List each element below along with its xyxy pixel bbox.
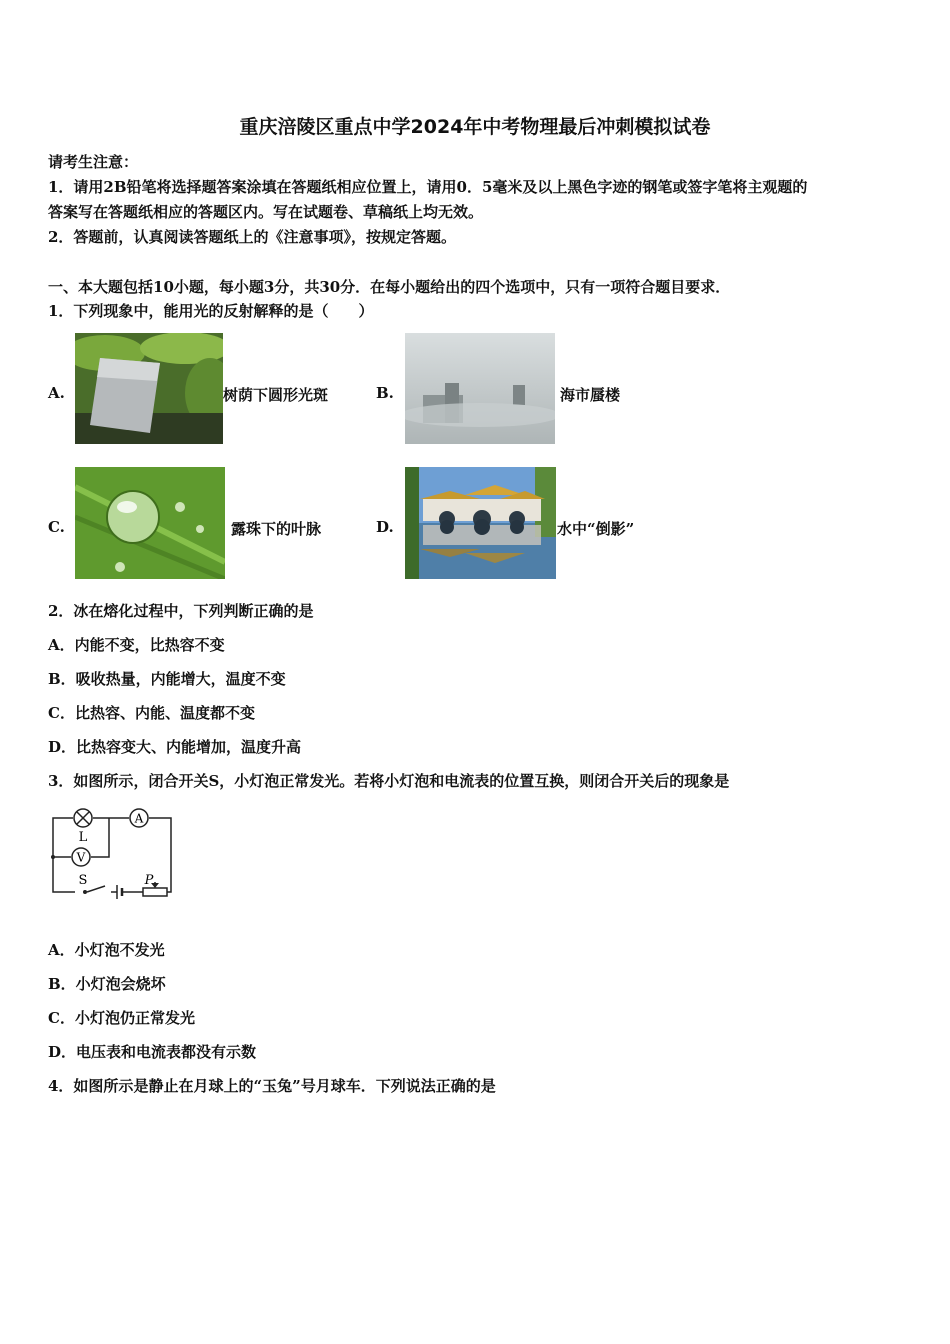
question-2-stem: 2．冰在熔化过程中，下列判断正确的是 <box>48 602 314 620</box>
q1-option-c-caption: 露珠下的叶脉 <box>231 520 322 538</box>
q1-option-b-caption: 海市蜃楼 <box>560 386 621 404</box>
question-4-stem: 4．如图所示是静止在月球上的“玉兔”号月球车．下列说法正确的是 <box>48 1077 496 1095</box>
lamp-label: L <box>78 830 88 845</box>
notice-item-1-line-2: 答案写在答题纸相应的答题区内。写在试题卷、草稿纸上均无效。 <box>48 203 484 221</box>
q1-option-b-letter: B. <box>376 384 394 402</box>
notice-item-1-line-1: 1．请用2B铅笔将选择题答案涂填在答题纸相应位置上，请用0．5毫米及以上黑色字迹的钢笔或签字笔将主观题的 <box>48 178 808 196</box>
rheostat-label: P <box>144 873 154 888</box>
dewdrop-photo <box>75 467 225 579</box>
mirage-photo <box>405 333 555 444</box>
q2-option-a: A．内能不变，比热容不变 <box>48 636 225 654</box>
ammeter-label: A <box>134 811 144 826</box>
q1-option-a-letter: A. <box>48 384 65 402</box>
section-heading: 一、本大题包括10小题，每小题3分，共30分．在每小题给出的四个选项中，只有一项符合题目要求． <box>48 278 731 296</box>
q1-option-a-caption: 树荫下圆形光斑 <box>223 386 329 404</box>
q3-option-c: C．小灯泡仍正常发光 <box>48 1009 195 1027</box>
switch-label: S <box>78 873 88 888</box>
circuit-diagram <box>45 804 180 904</box>
notice-item-2: 2．答题前，认真阅读答题纸上的《注意事项》，按规定答题。 <box>48 228 456 246</box>
question-1-stem: 1．下列现象中，能用光的反射解释的是（ ） <box>48 302 374 320</box>
voltmeter-label: V <box>76 850 86 865</box>
q3-option-a: A．小灯泡不发光 <box>48 941 165 959</box>
reflection-photo <box>405 467 556 579</box>
question-3-stem: 3．如图所示，闭合开关S，小灯泡正常发光。若将小灯泡和电流表的位置互换，则闭合开关后的现象是 <box>48 772 730 790</box>
page-title: 重庆涪陵区重点中学2024年中考物理最后冲刺模拟试卷 <box>239 116 711 138</box>
q3-option-b: B．小灯泡会烧坏 <box>48 975 166 993</box>
q2-option-b: B．吸收热量，内能增大，温度不变 <box>48 670 286 688</box>
q1-option-d-letter: D. <box>376 518 394 536</box>
q2-option-c: C．比热容、内能、温度都不变 <box>48 704 255 722</box>
q1-option-c-letter: C. <box>48 518 65 536</box>
q2-option-d: D．比热容变大、内能增加，温度升高 <box>48 738 302 756</box>
notice-heading: 请考生注意： <box>48 153 139 171</box>
light-spot-photo <box>75 333 223 444</box>
q3-option-d: D．电压表和电流表都没有示数 <box>48 1043 257 1061</box>
q1-option-d-caption: 水中“倒影” <box>557 520 635 538</box>
